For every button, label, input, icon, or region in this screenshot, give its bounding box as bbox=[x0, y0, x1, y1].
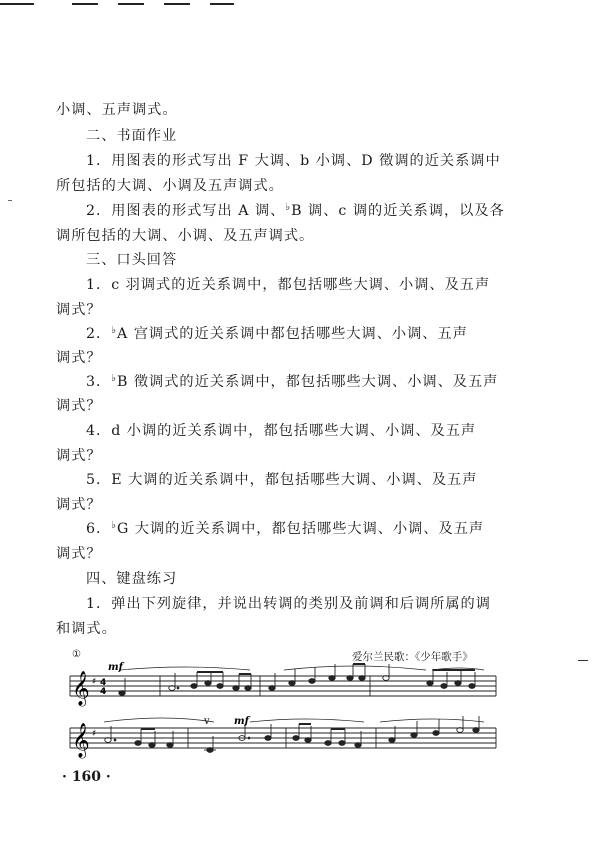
keyboard-task-1: 1．弹出下列旋律，并说出转调的类别及前调和后调所属的调 bbox=[86, 596, 491, 612]
oral-question-6-cont: 调式？ bbox=[56, 546, 102, 562]
section-heading-written: 二、书面作业 bbox=[86, 128, 178, 144]
oral-question-1-cont: 调式？ bbox=[56, 302, 102, 318]
svg-text:♯: ♯ bbox=[92, 729, 97, 739]
top-rule bbox=[0, 0, 595, 8]
oral-question-6: 6．♭G 大调的近关系调中，都包括哪些大调、小调、及五声 bbox=[86, 520, 485, 537]
oral-question-4-cont: 调式？ bbox=[56, 448, 102, 464]
written-task-1-cont: 所包括的大调、小调及五声调式。 bbox=[56, 178, 284, 194]
text-line-1: 小调、五声调式。 bbox=[56, 102, 178, 118]
svg-text:4: 4 bbox=[100, 687, 107, 697]
piece-number: ① bbox=[72, 649, 81, 660]
oral-question-1: 1．c 羽调式的近关系调中，都包括哪些大调、小调、及五声 bbox=[86, 277, 491, 293]
breath-mark: v bbox=[204, 716, 210, 727]
oral-question-2-cont: 调式？ bbox=[56, 350, 102, 366]
treble-clef-icon: 𝄞 bbox=[72, 671, 90, 706]
dynamic-mf: mf bbox=[108, 662, 123, 673]
written-task-1: 1．用图表的形式写出 F 大调、b 小调、D 徵调的近关系调中 bbox=[86, 153, 501, 169]
oral-question-2: 2．♭A 宫调式的近关系调中都包括哪些大调、小调、五声 bbox=[86, 325, 468, 342]
svg-text:♯: ♯ bbox=[92, 677, 97, 687]
written-task-2: 2．用图表的形式写出 A 调、♭B 调、c 调的近关系调，以及各 bbox=[86, 202, 505, 219]
svg-text:4: 4 bbox=[100, 678, 107, 688]
margin-tick bbox=[8, 200, 12, 201]
oral-question-3: 3．♭B 徵调式的近关系调中，都包括哪些大调、小调、及五声 bbox=[86, 373, 499, 390]
treble-clef-icon: 𝄞 bbox=[72, 723, 90, 758]
page-number: · 160 · bbox=[62, 769, 111, 785]
oral-question-4: 4．d 小调的近关系调中，都包括哪些大调、小调、及五声 bbox=[86, 423, 477, 439]
oral-question-5: 5．E 大调的近关系调中，都包括哪些大调、小调、及五声 bbox=[86, 472, 478, 488]
music-staff-2 bbox=[64, 712, 500, 772]
music-attribution: 爱尔兰民歌：《少年歌手》 bbox=[352, 651, 473, 663]
margin-tick bbox=[578, 660, 588, 661]
section-heading-oral: 三、口头回答 bbox=[86, 252, 178, 268]
dynamic-mf-2: mf bbox=[234, 716, 249, 727]
section-heading-keyboard: 四、键盘练习 bbox=[86, 571, 178, 587]
written-task-2-cont: 调所包括的大调、小调、及五声调式。 bbox=[56, 228, 315, 244]
keyboard-task-1-cont: 和调式。 bbox=[56, 621, 117, 637]
oral-question-3-cont: 调式？ bbox=[56, 398, 102, 414]
oral-question-5-cont: 调式？ bbox=[56, 497, 102, 513]
music-staff-1 bbox=[64, 660, 500, 720]
